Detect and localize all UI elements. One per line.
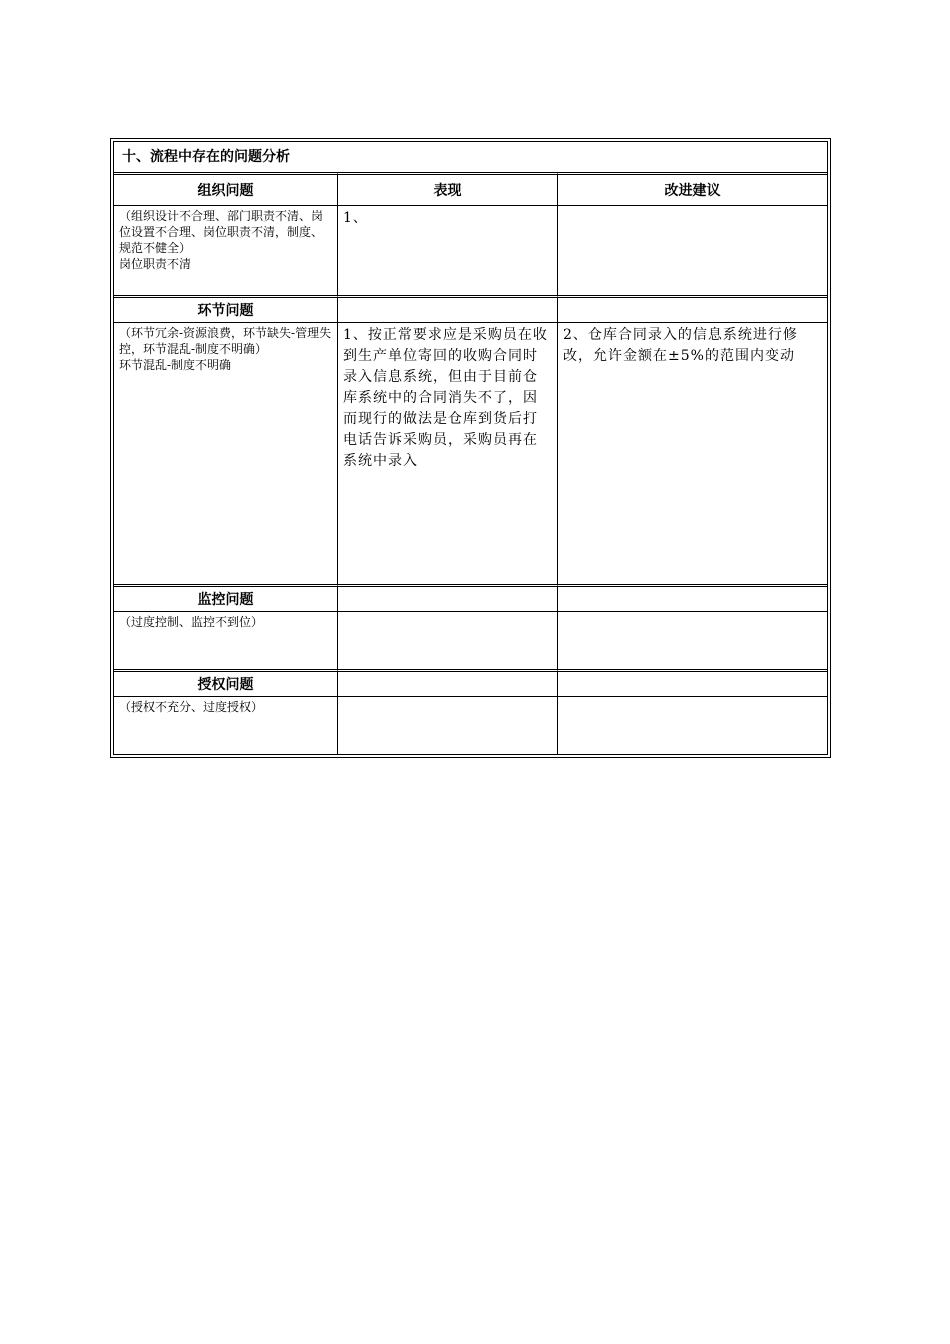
link-problem-header-blank-3 (558, 295, 827, 322)
org-problem-row (114, 205, 827, 295)
problem-analysis-table (113, 141, 828, 755)
link-problem-row (114, 322, 827, 584)
header-performance: 表现 (338, 172, 558, 205)
monitor-problem-description: （过度控制、监控不到位） (114, 611, 338, 669)
auth-problem-performance (338, 696, 558, 754)
auth-problem-row (114, 696, 827, 754)
auth-problem-suggestion (558, 696, 827, 754)
link-problem-description-cell (114, 322, 338, 584)
monitor-problem-row (114, 611, 827, 669)
monitor-problem-header-blank-2 (338, 584, 558, 611)
org-problem-note: 岗位职责不清 (119, 257, 192, 271)
link-problem-performance: 1、按正常要求应是采购员在收到生产单位寄回的收购合同时录入信息系统，但由于目前仓库系统中的合同消失不了，因而现行的做法是仓库到货后打电话告诉采购员，采购员再在系统中录入 (338, 322, 558, 584)
monitor-problem-suggestion (558, 611, 827, 669)
header-row (114, 172, 827, 205)
monitor-problem-header-row (114, 584, 827, 611)
link-problem-category: 环节问题 (114, 295, 338, 322)
auth-problem-header-blank-3 (558, 669, 827, 696)
header-suggestion: 改进建议 (558, 172, 827, 205)
org-problem-description-cell (114, 205, 338, 295)
link-problem-note: 环节混乱-制度不明确 (119, 358, 232, 372)
auth-problem-header-row (114, 669, 827, 696)
link-problem-header-row (114, 295, 827, 322)
org-problem-suggestion (558, 205, 827, 295)
org-problem-performance: 1、 (338, 205, 558, 295)
org-problem-description: （组织设计不合理、部门职责不清、岗位设置不合理、岗位职责不清，制度、规范不健全） (119, 209, 324, 255)
link-problem-header-blank-2 (338, 295, 558, 322)
link-problem-description: （环节冗余-资源浪费，环节缺失-管理失控，环节混乱-制度不明确） (119, 326, 332, 356)
monitor-problem-header-blank-3 (558, 584, 827, 611)
auth-problem-header-blank-2 (338, 669, 558, 696)
auth-problem-description: （授权不充分、过度授权） (114, 696, 338, 754)
link-problem-suggestion: 2、仓库合同录入的信息系统进行修改，允许金额在±5%的范围内变动 (558, 322, 827, 584)
monitor-problem-performance (338, 611, 558, 669)
table-title-row (114, 142, 827, 172)
header-org-problem: 组织问题 (114, 172, 338, 205)
auth-problem-category: 授权问题 (114, 669, 338, 696)
monitor-problem-category: 监控问题 (114, 584, 338, 611)
table-title: 十、流程中存在的问题分析 (122, 149, 290, 165)
